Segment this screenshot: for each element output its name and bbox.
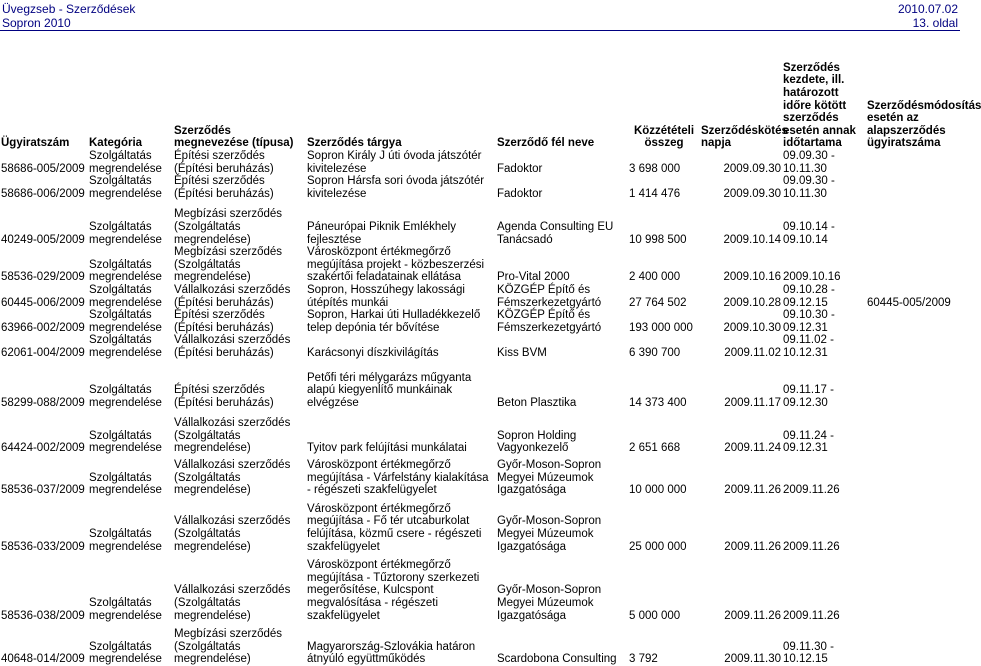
- row-base-contract: [866, 503, 960, 553]
- row-amount: 27 764 502: [629, 296, 687, 309]
- row-duration: 09.10.14 - 09.10.14: [783, 220, 835, 246]
- row-amount: 2 400 000: [629, 271, 681, 284]
- page-number: 13. oldal: [912, 16, 958, 30]
- col-header: Szerződés megnevezése (típusa): [174, 124, 294, 150]
- row-subject: Tyitov park felújítási munkálatai: [307, 442, 467, 455]
- row-duration: 09.09.30 - 10.11.30: [783, 175, 835, 200]
- table-row: [0, 246, 960, 284]
- row-signing-date: 2009.10.28: [723, 296, 781, 309]
- row-subject: Városközpont értékmegőrző megújítása - Fő tér utcaburkolat felújítása, közmű csere - régészeti szakfelügyelet: [307, 502, 482, 553]
- row-subject: Petőfi téri mélygarázs műgyanta alapú kiegyenlítő munkáinak elvégzése: [307, 371, 472, 409]
- row-contract-type: Építési szerződés (Építési beruházás): [174, 384, 274, 409]
- row-contract-type: Építési szerződés (Építési beruházás): [174, 309, 274, 334]
- row-base-contract: [866, 559, 960, 622]
- row-category: Szolgáltatás megrendelése: [89, 150, 162, 175]
- row-category: Szolgáltatás megrendelése: [89, 471, 162, 497]
- row-subject: Karácsonyi díszkivilágítás: [307, 346, 439, 359]
- row-duration: 09.09.30 - 10.11.30: [783, 150, 835, 175]
- row-signing-date: 2009.09.30: [723, 187, 781, 200]
- document-subtitle: Sopron 2010: [2, 16, 71, 30]
- row-file-number: 40249-005/2009: [1, 233, 85, 246]
- row-duration: 09.11.30 - 10.12.15: [783, 640, 834, 666]
- row-contract-type: Vállalkozási szerződés (Szolgáltatás megrendelése): [174, 584, 291, 622]
- row-base-contract: [866, 309, 960, 334]
- row-category: Szolgáltatás megrendelése: [89, 283, 162, 309]
- row-signing-date: 2009.11.17: [724, 396, 781, 409]
- row-duration: 09.10.28 - 09.12.15: [783, 283, 835, 309]
- row-contract-type: Megbízási szerződés (Szolgáltatás megrendelése): [174, 628, 283, 666]
- row-amount: 14 373 400: [629, 396, 687, 409]
- table-row: [0, 150, 960, 175]
- row-category: Szolgáltatás megrendelése: [89, 384, 162, 409]
- row-party: KÖZGÉP Építő és Fémszerkezetgyártó: [497, 283, 602, 309]
- table-row: [0, 503, 960, 553]
- col-header: Ügyiratszám: [1, 137, 70, 150]
- row-file-number: 58536-037/2009: [1, 484, 85, 497]
- col-header: Kategória: [89, 137, 143, 150]
- col-header: Szerződésmódosítás esetén az alapszerződés ügyiratszáma: [867, 99, 981, 150]
- row-amount: 6 390 700: [629, 346, 681, 359]
- row-amount: 1 414 476: [629, 187, 681, 200]
- row-contract-type: Vállalkozási szerződés (Építési beruházás): [174, 334, 291, 359]
- row-amount: 5 000 000: [629, 609, 681, 622]
- row-signing-date: 2009.11.30: [724, 653, 781, 666]
- col-header: Szerződés tárgya: [307, 137, 402, 150]
- header-divider: [0, 30, 960, 31]
- row-subject: Magyarország-Szlovákia határon átnyúló együttműködés: [307, 640, 476, 666]
- row-category: Szolgáltatás megrendelése: [89, 220, 162, 246]
- row-contract-type: Megbízási szerződés (Szolgáltatás megrendelése): [174, 208, 283, 246]
- row-file-number: 58536-029/2009: [1, 271, 85, 284]
- row-base-contract: [866, 246, 960, 284]
- row-spacer: [0, 409, 960, 417]
- row-file-number: 58536-033/2009: [1, 540, 85, 553]
- row-amount: 10 998 500: [629, 233, 687, 246]
- row-file-number: 58686-005/2009: [1, 162, 85, 175]
- table-row: [0, 284, 960, 309]
- row-amount: 2 651 668: [629, 442, 681, 455]
- row-category: Szolgáltatás megrendelése: [89, 429, 162, 455]
- row-signing-date: 2009.11.26: [724, 484, 781, 497]
- row-base-contract: [866, 417, 960, 455]
- table-row: [0, 459, 960, 497]
- row-contract-type: Építési szerződés (Építési beruházás): [174, 175, 274, 200]
- row-base-contract: 60445-005/2009: [867, 296, 951, 309]
- row-contract-type: Vállalkozási szerződés (Szolgáltatás megrendelése): [174, 515, 291, 553]
- table-row: [0, 372, 960, 410]
- document-title: Üvegzseb - Szerződések: [2, 2, 136, 16]
- row-category: Szolgáltatás megrendelése: [89, 258, 162, 284]
- col-header: Szerződéskötés napja: [701, 124, 788, 150]
- row-signing-date: 2009.10.16: [723, 271, 781, 284]
- col-header: Szerződő fél neve: [497, 137, 595, 150]
- row-party: Győr-Moson-Sopron Megyei Múzeumok Igazgatósága: [497, 584, 602, 622]
- row-subject: Városközpont értékmegőrző megújítása projekt - közbeszerzési szakértői feladatainak ellátása: [307, 246, 485, 284]
- row-duration: 09.11.24 - 09.12.31: [783, 429, 834, 455]
- row-subject: Sopron, Hosszúhegy lakossági útépítés munkái: [307, 283, 465, 309]
- row-signing-date: 2009.11.26: [724, 540, 781, 553]
- row-signing-date: 2009.11.02: [724, 346, 781, 359]
- row-contract-type: Építési szerződés (Építési beruházás): [174, 150, 274, 175]
- row-category: Szolgáltatás megrendelése: [89, 597, 162, 622]
- row-signing-date: 2009.10.30: [723, 321, 781, 334]
- row-subject: Páneurópai Piknik Emlékhely fejlesztése: [307, 220, 456, 246]
- row-category: Szolgáltatás megrendelése: [89, 309, 162, 334]
- row-file-number: 64424-002/2009: [1, 442, 85, 455]
- row-party: Fadoktor: [497, 187, 543, 200]
- row-party: Beton Plasztika: [497, 396, 577, 409]
- row-file-number: 58536-038/2009: [1, 609, 85, 622]
- row-file-number: 63966-002/2009: [1, 321, 85, 334]
- row-category: Szolgáltatás megrendelése: [89, 334, 162, 359]
- row-subject: Városközpont értékmegőrző megújítása - Tűztorony szerkezeti megerősítése, Kulcspont megvalósítása - régészeti szakfelügyelet: [307, 559, 480, 622]
- col-header: Szerződés kezdete, ill. határozott időre kötött szerződés esetén annak időtartama: [783, 61, 856, 150]
- row-party: Győr-Moson-Sopron Megyei Múzeumok Igazgatósága: [497, 515, 602, 553]
- row-duration: 2009.11.26: [783, 484, 840, 497]
- table-row: [0, 208, 960, 246]
- row-category: Szolgáltatás megrendelése: [89, 528, 162, 553]
- row-amount: 193 000 000: [629, 321, 693, 334]
- row-signing-date: 2009.11.26: [724, 609, 781, 622]
- row-base-contract: [866, 175, 960, 200]
- row-contract-type: Vállalkozási szerződés (Építési beruházás): [174, 283, 291, 309]
- row-base-contract: [866, 208, 960, 246]
- row-category: Szolgáltatás megrendelése: [89, 640, 162, 666]
- row-base-contract: [866, 334, 960, 359]
- row-duration: 09.11.17 - 09.12.30: [783, 384, 834, 409]
- row-base-contract: [866, 628, 960, 666]
- table-row: [0, 628, 960, 666]
- table-row: [0, 559, 960, 622]
- col-header: Közzétételi összeg: [633, 124, 695, 150]
- row-duration: 2009.10.16: [783, 271, 841, 284]
- row-contract-type: Megbízási szerződés (Szolgáltatás megrendelése): [174, 246, 283, 284]
- row-signing-date: 2009.11.24: [724, 442, 781, 455]
- row-amount: 10 000 000: [629, 484, 687, 497]
- row-file-number: 58686-006/2009: [1, 187, 85, 200]
- row-party: Győr-Moson-Sopron Megyei Múzeumok Igazgatósága: [497, 459, 602, 497]
- row-duration: 2009.11.26: [783, 540, 840, 553]
- document-date: 2010.07.02: [897, 2, 958, 16]
- row-duration: 09.10.30 - 09.12.31: [783, 309, 835, 334]
- row-subject: Sopron Király J úti óvoda játszótér kivitelezése: [307, 150, 482, 175]
- row-category: Szolgáltatás megrendelése: [89, 175, 162, 200]
- row-party: Scardobona Consulting: [497, 653, 617, 666]
- table-row: [0, 175, 960, 200]
- row-party: Pro-Vital 2000: [497, 271, 570, 284]
- row-file-number: 40648-014/2009: [1, 653, 85, 666]
- row-file-number: 62061-004/2009: [1, 346, 85, 359]
- row-duration: 09.11.02 - 10.12.31: [783, 334, 834, 359]
- row-base-contract: [866, 372, 960, 410]
- row-party: Sopron Holding Vagyonkezelő: [497, 429, 577, 455]
- row-subject: Sopron Hársfa sori óvoda játszótér kivitelezése: [307, 175, 485, 200]
- row-subject: Városközpont értékmegőrző megújítása - Várfelstány kialakítása - régészeti szakfelügyelet: [307, 459, 489, 497]
- row-amount: 3 792: [629, 653, 658, 666]
- row-subject: Sopron, Harkai úti Hulladékkezelő telep depónia tér bővítése: [307, 309, 481, 334]
- row-signing-date: 2009.10.14: [723, 233, 781, 246]
- contracts-table: [0, 42, 981, 666]
- row-amount: 3 698 000: [629, 162, 681, 175]
- row-party: Agenda Consulting EU Tanácsadó: [497, 220, 614, 246]
- row-duration: 2009.11.26: [783, 609, 840, 622]
- table-row: [0, 334, 960, 359]
- table-header-row: [0, 42, 960, 150]
- row-contract-type: Vállalkozási szerződés (Szolgáltatás megrendelése): [174, 417, 291, 455]
- row-party: Kiss BVM: [497, 346, 547, 359]
- table-row: [0, 417, 960, 455]
- row-base-contract: [866, 459, 960, 497]
- row-base-contract: [866, 150, 960, 175]
- table-row: [0, 309, 960, 334]
- row-file-number: 60445-006/2009: [1, 296, 85, 309]
- row-file-number: 58299-088/2009: [1, 396, 85, 409]
- row-spacer: [0, 200, 960, 208]
- row-amount: 25 000 000: [629, 540, 687, 553]
- row-party: Fadoktor: [497, 162, 543, 175]
- row-party: KÖZGÉP Építő és Fémszerkezetgyártó: [497, 309, 602, 334]
- row-contract-type: Vállalkozási szerződés (Szolgáltatás megrendelése): [174, 459, 291, 497]
- row-spacer: [0, 360, 960, 372]
- row-signing-date: 2009.09.30: [723, 162, 781, 175]
